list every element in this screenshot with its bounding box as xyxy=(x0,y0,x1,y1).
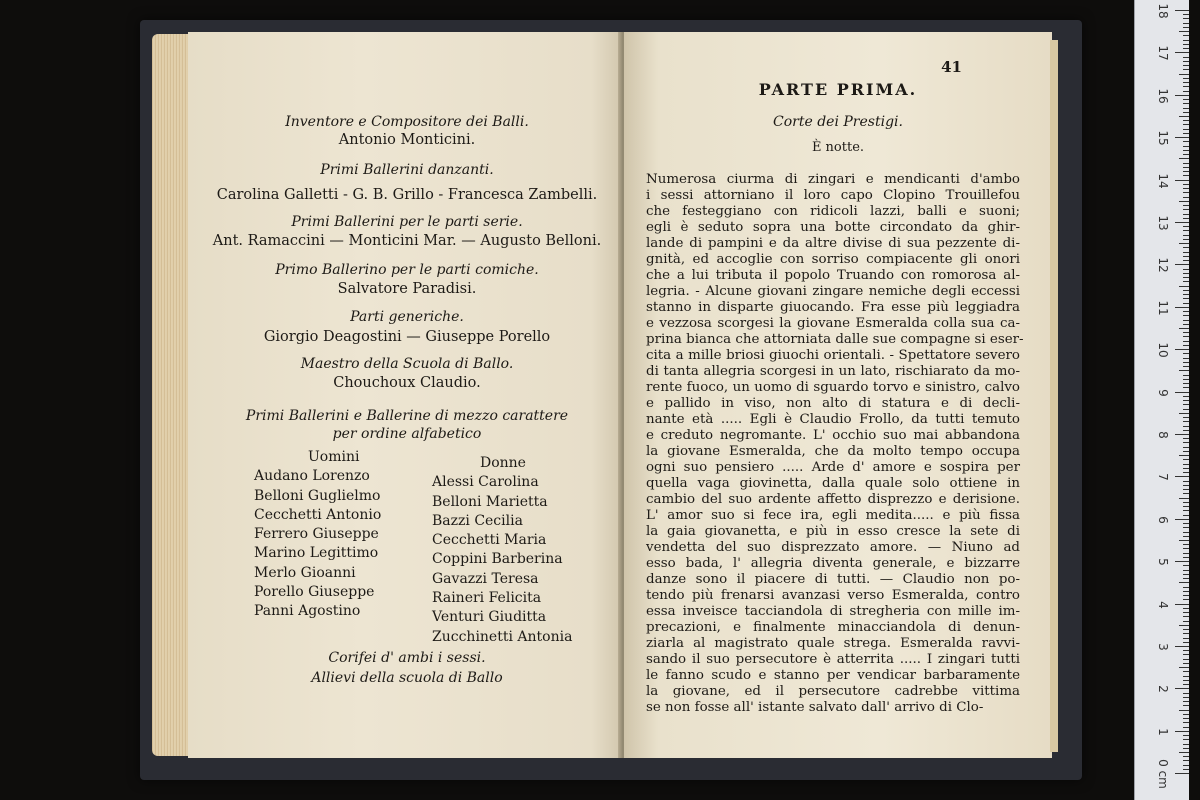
ruler-tick xyxy=(1183,277,1189,278)
body-line: di tanta allegria scorgesi in un lato, rischiarato da mo- xyxy=(646,364,1020,379)
ruler-tick xyxy=(1179,455,1189,456)
ruler-tick xyxy=(1183,659,1189,660)
men-column xyxy=(254,448,394,622)
men-name: Panni Agostino xyxy=(254,603,361,620)
ruler-tick xyxy=(1183,184,1189,185)
name-line: Antonio Monticini. xyxy=(338,132,476,148)
ruler-tick xyxy=(1183,574,1189,575)
ruler-tick xyxy=(1183,103,1189,104)
ruler-label: 12 xyxy=(1156,257,1170,274)
body-line: vendetta del suo disprezzato amore. — Niuno ad xyxy=(646,540,1020,555)
ruler-tick xyxy=(1183,697,1189,698)
ruler-label: 0 cm xyxy=(1156,759,1170,790)
ruler-tick xyxy=(1183,663,1189,664)
ruler-label: 17 xyxy=(1156,45,1170,62)
body-line: tendo più frenarsi avanzasi verso Esmeralda, contro xyxy=(646,588,1020,603)
ruler-tick xyxy=(1183,35,1189,36)
ruler-tick xyxy=(1175,10,1189,11)
ruler-tick xyxy=(1183,44,1189,45)
ruler-label: 7 xyxy=(1156,473,1170,482)
ruler-tick xyxy=(1183,383,1189,384)
body-line: che festeggiano con ridicoli lazzi, balli e suoni; xyxy=(646,204,1020,219)
ruler-tick xyxy=(1183,27,1189,28)
heading-line: Parti generiche. xyxy=(350,309,464,325)
ruler-tick xyxy=(1179,286,1189,287)
body-line: esso bada, l' allegria diventa generale, e bizzarre xyxy=(646,556,1020,571)
women-column xyxy=(432,454,582,647)
ruler-tick xyxy=(1183,608,1189,609)
ruler-tick xyxy=(1179,752,1189,753)
ruler-tick xyxy=(1183,23,1189,24)
measuring-ruler xyxy=(1134,0,1189,800)
ruler-tick xyxy=(1183,680,1189,681)
ruler-tick xyxy=(1183,718,1189,719)
ruler-tick xyxy=(1183,684,1189,685)
ruler-tick xyxy=(1183,175,1189,176)
ruler-tick xyxy=(1183,40,1189,41)
men-name: Audano Lorenzo xyxy=(254,468,370,485)
women-name: Raineri Felicita xyxy=(432,590,542,607)
ruler-tick xyxy=(1183,99,1189,100)
body-line: e creduto negromante. L' occhio suo mai abbandona xyxy=(646,428,1020,443)
women-name: Venturi Giuditta xyxy=(432,609,547,626)
ruler-tick xyxy=(1183,442,1189,443)
body-line: rente fuoco, un uomo di sguardo torvo e sinistro, calvo xyxy=(646,380,1020,395)
ruler-tick xyxy=(1183,705,1189,706)
ruler-tick xyxy=(1183,671,1189,672)
ruler-tick xyxy=(1183,464,1189,465)
ruler-tick xyxy=(1183,281,1189,282)
ruler-tick xyxy=(1175,604,1189,605)
ruler-tick xyxy=(1183,205,1189,206)
ruler-tick xyxy=(1183,336,1189,337)
ruler-tick xyxy=(1183,421,1189,422)
ruler-tick xyxy=(1183,320,1189,321)
ruler-label: 9 xyxy=(1156,388,1170,397)
ruler-tick xyxy=(1175,137,1189,138)
men-name: Cecchetti Antonio xyxy=(254,506,382,523)
ruler-tick xyxy=(1183,557,1189,558)
ruler-label: 16 xyxy=(1156,88,1170,104)
ruler-tick xyxy=(1179,498,1189,499)
ruler-tick xyxy=(1183,129,1189,130)
women-name: Coppini Barberina xyxy=(432,551,563,568)
ruler-tick xyxy=(1183,324,1189,325)
ruler-tick xyxy=(1179,710,1189,711)
ruler-tick xyxy=(1183,48,1189,49)
heading-line: Primi Ballerini per le parti serie. xyxy=(291,214,523,230)
ruler-tick xyxy=(1175,561,1189,562)
ruler-tick xyxy=(1183,124,1189,125)
ruler-tick xyxy=(1183,536,1189,537)
ruler-tick xyxy=(1183,298,1189,299)
ruler-tick xyxy=(1183,430,1189,431)
ruler-tick xyxy=(1183,532,1189,533)
body-line: la giovane, ed il persecutore cadrebbe vittima xyxy=(646,684,1020,699)
body-line: e vezzosa scorgesi la giovane Esmeralda colla sua ca- xyxy=(646,316,1020,331)
women-name: Alessi Carolina xyxy=(432,474,539,491)
women-name: Zucchinetti Antonia xyxy=(432,628,573,645)
ruler-tick xyxy=(1183,760,1189,761)
ruler-tick xyxy=(1183,18,1189,19)
left-page xyxy=(188,32,626,758)
ruler-label: 3 xyxy=(1156,643,1170,651)
scene-title: Corte dei Prestigi. xyxy=(773,114,903,130)
body-line: cambio del suo ardente affetto disprezzo e derisione. xyxy=(646,492,1020,507)
ruler-tick xyxy=(1183,714,1189,715)
ruler-tick xyxy=(1183,676,1189,677)
body-line: sando il suo persecutore è atterrita ..... I zingari tutti xyxy=(646,652,1020,667)
ruler-tick xyxy=(1183,553,1189,554)
ruler-tick xyxy=(1183,756,1189,757)
ruler-label: 10 xyxy=(1156,342,1170,358)
name-line: Salvatore Paradisi. xyxy=(337,281,477,297)
body-line: le fanno scudo e stanno per vendicar barbaramente xyxy=(646,668,1020,683)
ruler-tick xyxy=(1183,78,1189,79)
body-line: e pallido in viso, non alto di statura e di decli- xyxy=(646,396,1020,411)
ruler-tick xyxy=(1183,616,1189,617)
ruler-tick xyxy=(1183,218,1189,219)
ruler-tick xyxy=(1183,396,1189,397)
body-line: legria. - Alcune giovani zingare nemiche degli eccessi xyxy=(646,284,1020,299)
ruler-tick xyxy=(1183,468,1189,469)
ruler-tick xyxy=(1183,472,1189,473)
men-name: Belloni Guglielmo xyxy=(254,487,381,504)
ruler-tick xyxy=(1175,264,1189,265)
body-line: la giovane Esmeralda, che da molto tempo occupa xyxy=(646,444,1020,459)
ruler-tick xyxy=(1183,633,1189,634)
page-edges xyxy=(152,34,192,756)
women-name: Cecchetti Maria xyxy=(432,532,547,549)
ruler-tick xyxy=(1183,163,1189,164)
ruler-tick xyxy=(1183,769,1189,770)
ruler-tick xyxy=(1183,642,1189,643)
heading-line: Inventore e Compositore dei Balli. xyxy=(285,114,529,130)
women-header: Donne xyxy=(480,455,526,471)
footer-line: Corifei d' ambi i sessi. xyxy=(328,650,486,666)
ruler-tick xyxy=(1183,404,1189,405)
heading-line: per ordine alfabetico xyxy=(332,426,482,442)
ruler-tick xyxy=(1183,273,1189,274)
ruler-tick xyxy=(1183,141,1189,142)
body-line: L' amor suo si fece ira, egli medita..... e più fissa xyxy=(646,508,1020,523)
ruler-tick xyxy=(1183,548,1189,549)
women-name: Bazzi Cecilia xyxy=(432,512,523,529)
heading-line: Primo Ballerino per le parti comiche. xyxy=(275,262,539,278)
body-line: danze sono il piacere di tutti. — Claudio non po- xyxy=(646,572,1020,587)
ruler-tick xyxy=(1179,158,1189,159)
body-line: gnità, ed accoglie con sorriso compiacente gli onori xyxy=(646,252,1020,267)
ruler-tick xyxy=(1183,629,1189,630)
ruler-tick xyxy=(1175,349,1189,350)
ruler-tick xyxy=(1183,409,1189,410)
ruler-tick xyxy=(1183,527,1189,528)
ruler-label: 18 xyxy=(1156,3,1170,19)
ruler-tick xyxy=(1183,150,1189,151)
ruler-tick xyxy=(1179,370,1189,371)
women-name: Gavazzi Teresa xyxy=(432,570,539,587)
ruler-tick xyxy=(1183,451,1189,452)
ruler-tick xyxy=(1183,523,1189,524)
ruler-tick xyxy=(1175,180,1189,181)
ruler-tick xyxy=(1183,146,1189,147)
ruler-tick xyxy=(1183,112,1189,113)
name-line: Chouchoux Claudio. xyxy=(333,375,481,391)
ruler-tick xyxy=(1183,375,1189,376)
ruler-tick xyxy=(1183,447,1189,448)
ruler-tick xyxy=(1175,476,1189,477)
ruler-tick xyxy=(1183,595,1189,596)
ruler-label: 14 xyxy=(1156,172,1170,189)
ruler-tick xyxy=(1183,438,1189,439)
ruler-tick xyxy=(1183,226,1189,227)
ruler-tick xyxy=(1179,328,1189,329)
ruler-tick xyxy=(1183,108,1189,109)
heading-line: Maestro della Scuola di Ballo. xyxy=(300,356,514,372)
ruler-tick xyxy=(1183,256,1189,257)
name-line: Giorgio Deagostini — Giuseppe Porello xyxy=(263,329,551,345)
ruler-tick xyxy=(1183,515,1189,516)
ruler-tick xyxy=(1183,353,1189,354)
ruler-tick xyxy=(1183,303,1189,304)
body-line: i sessi attorniano il loro capo Clopino Trouillefou xyxy=(646,188,1020,203)
ruler-tick xyxy=(1183,744,1189,745)
ruler-tick xyxy=(1183,510,1189,511)
ruler-tick xyxy=(1175,222,1189,223)
ruler-tick xyxy=(1175,95,1189,96)
ruler-tick xyxy=(1183,61,1189,62)
name-line: Carolina Galletti - G. B. Grillo - Francesca Zambelli. xyxy=(216,187,598,203)
ruler-label: 15 xyxy=(1156,130,1170,146)
ruler-tick xyxy=(1175,434,1189,435)
ruler-label: 1 xyxy=(1156,727,1170,736)
ruler-tick xyxy=(1183,290,1189,291)
ruler-tick xyxy=(1183,591,1189,592)
body-text xyxy=(646,172,1024,716)
men-header: Uomini xyxy=(308,449,360,465)
ruler-label: 11 xyxy=(1156,300,1170,316)
body-line: essa inveisce tacciandola di stregheria con mille im- xyxy=(646,604,1020,619)
ruler-tick xyxy=(1183,69,1189,70)
ruler-tick xyxy=(1183,154,1189,155)
ruler-tick xyxy=(1183,459,1189,460)
men-name: Ferrero Giuseppe xyxy=(254,526,379,543)
ruler-tick xyxy=(1175,519,1189,520)
ruler-tick xyxy=(1175,731,1189,732)
ruler-tick xyxy=(1183,727,1189,728)
ruler-tick xyxy=(1183,426,1189,427)
ruler-tick xyxy=(1183,235,1189,236)
ruler-tick xyxy=(1183,65,1189,66)
ruler-tick xyxy=(1183,638,1189,639)
ruler-tick xyxy=(1183,332,1189,333)
ruler-tick xyxy=(1175,688,1189,689)
ruler-tick xyxy=(1183,188,1189,189)
ruler-tick xyxy=(1183,57,1189,58)
ruler-tick xyxy=(1183,171,1189,172)
ruler-label: 6 xyxy=(1156,515,1170,524)
ruler-tick xyxy=(1183,735,1189,736)
ruler-tick xyxy=(1183,192,1189,193)
ruler-tick xyxy=(1183,481,1189,482)
ruler-tick xyxy=(1183,379,1189,380)
ruler-tick xyxy=(1183,599,1189,600)
ruler-tick xyxy=(1183,260,1189,261)
ruler-tick xyxy=(1183,739,1189,740)
ruler-label: 2 xyxy=(1156,685,1170,694)
ruler-tick xyxy=(1175,307,1189,308)
body-line: precazioni, e finalmente minacciandola di denun- xyxy=(646,620,1020,635)
ruler-tick xyxy=(1183,133,1189,134)
ruler-tick xyxy=(1183,578,1189,579)
body-line: che a lui tributa il popolo Truando con romorosa al- xyxy=(646,268,1020,283)
ruler-tick xyxy=(1175,392,1189,393)
ruler-tick xyxy=(1183,252,1189,253)
ruler-tick xyxy=(1183,91,1189,92)
ruler-label: 4 xyxy=(1156,600,1170,609)
ruler-tick xyxy=(1183,247,1189,248)
ruler-tick xyxy=(1183,570,1189,571)
ruler-tick xyxy=(1183,341,1189,342)
body-line: lande di pampini e da altre divise di sua pezzente di- xyxy=(646,236,1020,251)
body-line: ogni suo pensiero ..... Arde d' amore e sospira per xyxy=(646,460,1020,475)
ruler-tick xyxy=(1183,612,1189,613)
ruler-tick xyxy=(1183,693,1189,694)
ruler-tick xyxy=(1179,667,1189,668)
ruler-tick xyxy=(1183,366,1189,367)
ruler-tick xyxy=(1183,230,1189,231)
ruler-tick xyxy=(1183,701,1189,702)
ruler-tick xyxy=(1179,540,1189,541)
ruler-tick xyxy=(1179,116,1189,117)
page-number: 41 xyxy=(941,58,962,76)
ruler-tick xyxy=(1183,417,1189,418)
ruler-tick xyxy=(1183,387,1189,388)
ruler-tick xyxy=(1183,209,1189,210)
ruler-tick xyxy=(1183,587,1189,588)
ruler-tick xyxy=(1183,544,1189,545)
ruler-tick xyxy=(1183,82,1189,83)
ruler-tick xyxy=(1179,201,1189,202)
name-line: Ant. Ramaccini — Monticini Mar. — Augusto Belloni. xyxy=(212,233,602,249)
women-name: Belloni Marietta xyxy=(432,493,548,510)
page-edge-right xyxy=(1050,40,1058,752)
ruler-tick xyxy=(1183,650,1189,651)
ruler-tick xyxy=(1183,565,1189,566)
body-line: stanno in disparte giuocando. Fra esse più leggiadra xyxy=(646,300,1020,315)
men-name: Porello Giuseppe xyxy=(254,584,375,601)
ruler-label: 5 xyxy=(1156,558,1170,566)
body-line: Numerosa ciurma di zingari e mendicanti d'ambo xyxy=(646,172,1020,187)
ruler-tick xyxy=(1183,120,1189,121)
ruler-tick xyxy=(1179,413,1189,414)
ruler-tick xyxy=(1183,197,1189,198)
ruler-tick xyxy=(1183,502,1189,503)
body-line: se non fosse all' istante salvato dall' arrivo di Clo- xyxy=(646,700,984,715)
ruler-tick xyxy=(1183,362,1189,363)
men-name: Merlo Gioanni xyxy=(254,564,356,581)
ruler-tick xyxy=(1179,582,1189,583)
ruler-tick xyxy=(1183,239,1189,240)
scene-note: È notte. xyxy=(811,140,865,155)
body-line: prina bianca che attorniata dalle sue compagne si eser- xyxy=(646,332,1024,347)
ruler-tick xyxy=(1183,489,1189,490)
body-line: nante età ..... Egli è Claudio Frollo, da tutti temuto xyxy=(646,412,1020,427)
ruler-tick xyxy=(1179,31,1189,32)
ruler-tick xyxy=(1183,748,1189,749)
ruler-tick xyxy=(1183,485,1189,486)
ruler-tick xyxy=(1183,214,1189,215)
ruler-tick xyxy=(1183,14,1189,15)
body-line: ziarla al magistrato quale strega. Esmeralda ravvi- xyxy=(646,636,1020,651)
ruler-tick xyxy=(1183,506,1189,507)
body-line: la gaia giovanetta, e più in esso cresce la sete di xyxy=(646,524,1020,539)
ruler-label: 13 xyxy=(1156,215,1170,231)
ruler-tick xyxy=(1183,345,1189,346)
ruler-tick xyxy=(1183,167,1189,168)
ruler-tick xyxy=(1183,269,1189,270)
ruler-label: 8 xyxy=(1156,431,1170,439)
footer-line: Allievi della scuola di Ballo xyxy=(311,670,503,686)
ruler-tick xyxy=(1183,654,1189,655)
ruler-tick xyxy=(1183,621,1189,622)
ruler-tick xyxy=(1183,493,1189,494)
heading-line: Primi Ballerini danzanti. xyxy=(320,162,494,178)
ruler-tick xyxy=(1179,243,1189,244)
ruler-tick xyxy=(1183,294,1189,295)
ruler-tick xyxy=(1183,86,1189,87)
body-line: cita a mille briosi giuochi orientali. - Spettatore severo xyxy=(646,348,1020,363)
ruler-tick xyxy=(1183,765,1189,766)
ruler-tick xyxy=(1175,646,1189,647)
body-line: quella vaga giovinetta, dalla quale solo ottiene in xyxy=(646,476,1020,491)
ruler-tick xyxy=(1183,358,1189,359)
ruler-tick xyxy=(1183,400,1189,401)
right-page xyxy=(624,32,1052,758)
section-title: PARTE PRIMA. xyxy=(758,80,918,99)
ruler-tick xyxy=(1175,773,1189,774)
ruler-tick xyxy=(1183,722,1189,723)
ruler-tick xyxy=(1175,52,1189,53)
ruler-tick xyxy=(1179,625,1189,626)
ruler-tick xyxy=(1179,74,1189,75)
body-line: egli è seduto sopra una botte circondato da ghir- xyxy=(646,220,1020,235)
men-name: Marino Legittimo xyxy=(254,545,379,562)
ruler-tick xyxy=(1183,311,1189,312)
heading-line: Primi Ballerini e Ballerine di mezzo carattere xyxy=(245,408,569,424)
ruler-tick xyxy=(1183,315,1189,316)
